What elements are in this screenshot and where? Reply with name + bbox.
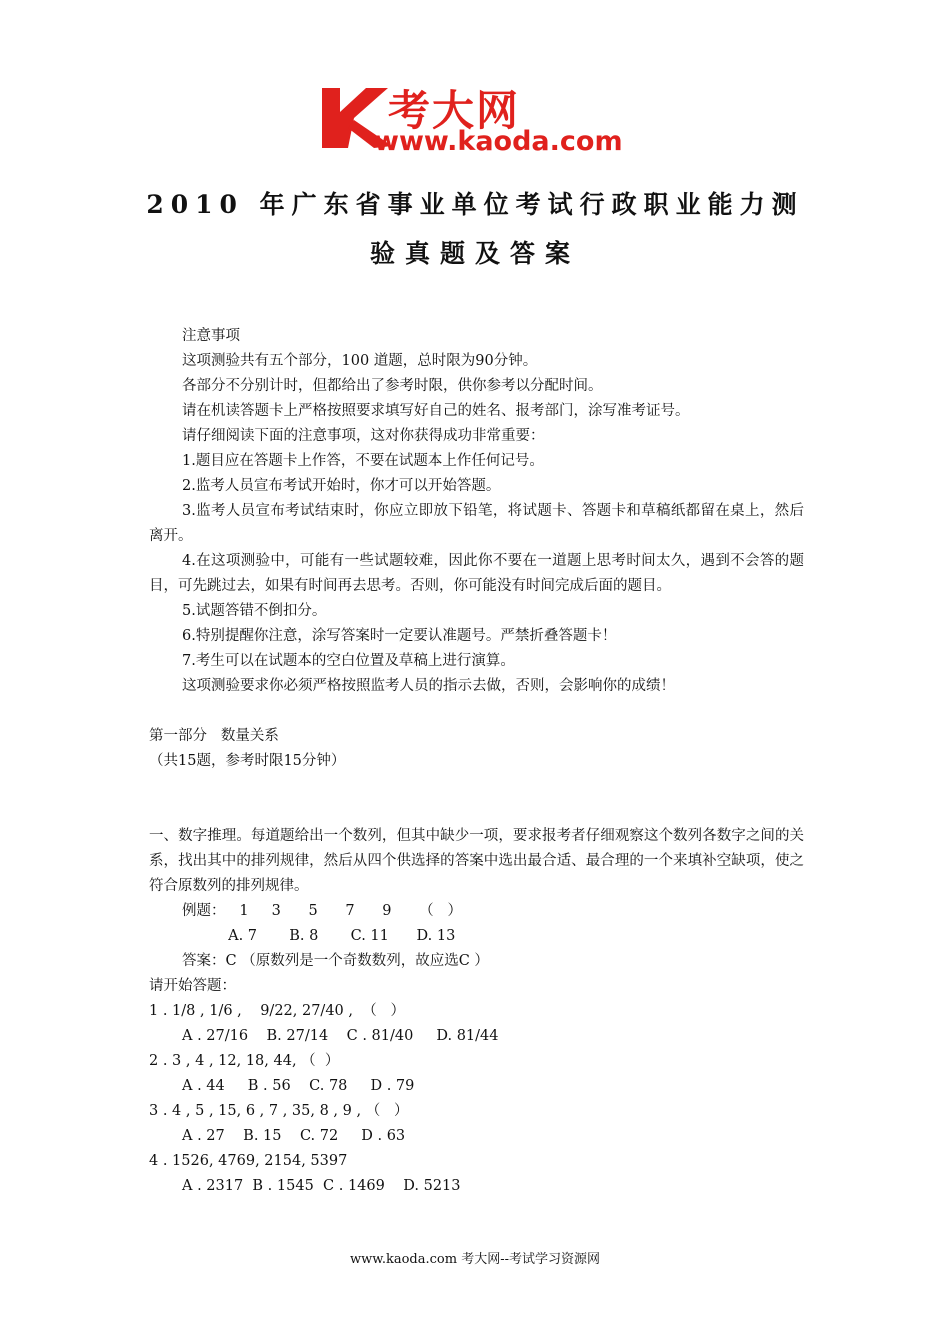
- notice-rule-5: 5.试题答错不倒扣分。: [182, 603, 327, 619]
- example-sequence: 例题： 1 3 5 7 9 （ ）: [182, 903, 462, 919]
- notice-rule-7: 7.考生可以在试题本的空白位置及草稿上进行演算。: [182, 653, 515, 669]
- notice-heading: 注意事项: [182, 328, 240, 344]
- document-title-line1: 2010 年广东省事业单位考试行政职业能力测: [146, 190, 804, 219]
- document-body: [149, 324, 804, 1199]
- notice-rule-2: 2.监考人员宣布考试开始时，你才可以开始答题。: [182, 478, 501, 494]
- example-options: A. 7 B. 8 C. 11 D. 13: [182, 928, 456, 944]
- notice-line: 请在机读答题卡上严格按照要求填写好自己的姓名、报考部门，涂写准考证号。: [182, 403, 690, 419]
- notice-line: 各部分不分别计时，但都给出了参考时限，供你参考以分配时间。: [182, 378, 603, 394]
- section-intro: 一、数字推理。每道题给出一个数列，但其中缺少一项，要求报考者仔细观察这个数列各数字之间的关系，找出其中的排列规律，然后从四个供选择的答案中选出最合适、最合理的一个来填补空缺项，使之符合原数列的排列规律。: [149, 828, 804, 894]
- kaoda-logo: [318, 82, 638, 158]
- notice-rule-3: 3.监考人员宣布考试结束时，你应立即放下铅笔，将试题卡、答题卡和草稿纸都留在桌上，然后离开。: [149, 503, 804, 544]
- logo-brand-text: 考大网: [388, 86, 521, 135]
- question-stem: 2 . 3 , 4 , 12, 18, 44, （ ）: [149, 1053, 340, 1069]
- notice-rule-4: 4.在这项测验中，可能有一些试题较难，因此你不要在一道题上思考时间太久，遇到不会答的题目，可先跳过去，如果有时间再去思考。否则，你可能没有时间完成后面的题目。: [149, 553, 804, 594]
- question-options: A . 27/16 B. 27/14 C . 81/40 D. 81/44: [182, 1028, 499, 1044]
- question-stem: 4 . 1526, 4769, 2154, 5397: [149, 1153, 348, 1169]
- question-options: A . 27 B. 15 C. 72 D . 63: [182, 1128, 406, 1144]
- part1-title: 第一部分 数量关系: [149, 728, 279, 744]
- logo-url-text: www.kaoda.com: [374, 126, 623, 157]
- notice-rule-1: 1.题目应在答题卡上作答，不要在试题本上作任何记号。: [182, 453, 544, 469]
- start-prompt: 请开始答题：: [149, 978, 236, 994]
- notice-line: 请仔细阅读下面的注意事项，这对你获得成功非常重要：: [182, 428, 545, 444]
- question-options: A . 2317 B . 1545 C . 1469 D. 5213: [182, 1178, 461, 1194]
- example-answer: 答案：C （原数列是一个奇数数列，故应选C ）: [182, 953, 489, 969]
- document-title-line2: 验真题及答案: [369, 239, 580, 268]
- question-stem: 3 . 4 , 5 , 15, 6 , 7 , 35, 8 , 9 , （ ）: [149, 1103, 409, 1119]
- page-footer: www.kaoda.com 考大网--考试学习资源网: [350, 1252, 600, 1267]
- question-stem: 1 . 1/8 , 1/6 , 9/22, 27/40 , （ ）: [149, 1003, 406, 1019]
- notice-line: 这项测验共有五个部分，100 道题，总时限为90分钟。: [182, 353, 538, 369]
- question-options: A . 44 B . 56 C. 78 D . 79: [182, 1078, 415, 1094]
- notice-rule-6: 6.特别提醒你注意，涂写答案时一定要认准题号。严禁折叠答题卡！: [182, 628, 617, 644]
- notice-warning: 这项测验要求你必须严格按照监考人员的指示去做，否则，会影响你的成绩！: [182, 678, 675, 694]
- part1-time-note: （共15题，参考时限15分钟）: [149, 753, 346, 769]
